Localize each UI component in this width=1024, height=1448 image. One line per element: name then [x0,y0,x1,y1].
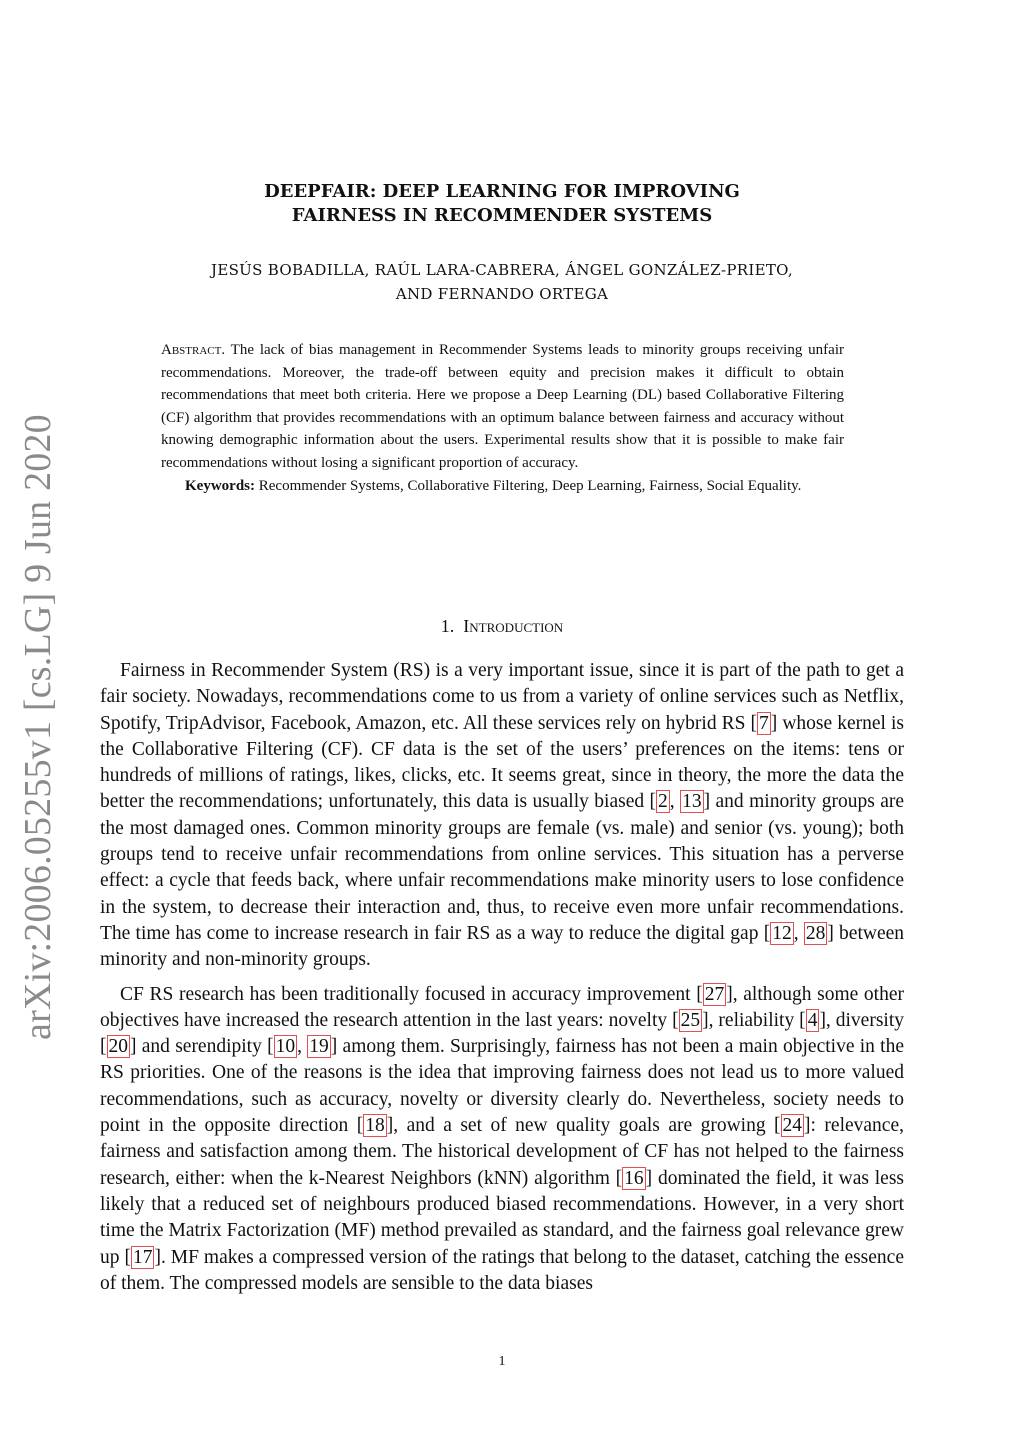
section-title: Introduction [463,616,564,636]
citation-link[interactable]: 19 [309,1036,329,1058]
text-run: ] dominated the field, it was less likely that a reduced set of neighbours produced biased recommendations. However, in a very short time the Matrix Factorization (MF) method prevailed as standard, and the fairness goal relevance grew up [ [100,1167,904,1268]
citation-link[interactable]: 20 [108,1036,128,1058]
citation-link[interactable]: 18 [365,1115,385,1137]
text-run: ]. MF makes a compressed version of the ratings that belong to the dataset, catching the essence of them. The compressed models are sensible to the data biases [100,1246,904,1294]
authors-line-2: AND FERNANDO ORTEGA [395,285,609,303]
abstract-label: Abstract. [161,342,226,358]
citation-link[interactable]: 13 [682,791,702,813]
abstract-paragraph [161,339,844,475]
arxiv-identifier: arXiv:2006.05255v1 [cs.LG] 9 Jun 2020 [17,414,59,1040]
keywords-paragraph [161,475,844,498]
text-run: ]: relevance, fairness and satisfaction among them. The historical development of CF has not helped to the fairness research, either: when the k-Nearest Neighbors (kNN) algorithm [ [100,1115,904,1189]
citation-link[interactable]: 4 [807,1009,818,1031]
title-line-2: FAIRNESS IN RECOMMENDER SYSTEMS [291,205,713,226]
text-run: ] between minority and non-minority groups. [100,922,905,971]
section-heading [100,614,904,638]
intro-paragraph-1 [100,658,904,974]
citation-link[interactable]: 16 [624,1167,644,1189]
author-list [100,258,904,306]
intro-paragraph-2 [100,982,904,1298]
introduction-body [100,658,904,1305]
page-number: 1 [498,1354,506,1369]
abstract-text: The lack of bias management in Recommender Systems leads to minority groups receiving unfair recommendations. Moreover, the trade-off between equity and precision makes it difficult to obtain recommendations that meet both criteria. Here we propose a Deep Learning (DL) based Collaborative Filtering (CF) algorithm that provides recommendations with an optimum balance between fairness and accuracy without knowing demographic information about the users. Experimental results show that it is possible to make fair recommendations without losing a significant proportion of accuracy. [161,342,844,471]
citation-link[interactable]: 27 [704,983,725,1005]
citation-link[interactable]: 28 [805,922,826,944]
text-run: Fairness in Recommender System (RS) is a very important issue, since it is part of the path to get a fair society. Nowadays, recommendations come to us from a variety of online services such as Netflix, Spotify, TripAdvisor, Facebook, Amazon, etc. All these services rely on hybrid RS [ [100,660,904,734]
text-run: CF RS research has been traditionally focused in accuracy improvement [ [120,983,703,1005]
keywords-text: Recommender Systems, Collaborative Filtering, Deep Learning, Fairness, Social Equality. [258,477,802,494]
text-run: ], reliability [ [702,1009,806,1031]
text-run: , [793,922,804,944]
text-run: ] whose kernel is the Collaborative Filtering (CF). CF data is the set of the users’ preferences on the items: tens or hundreds of millions of ratings, likes, clicks, etc. It seems great, since in theory, the more the data the better the recommendations; unfortunately, this data is usually biased [ [100,712,904,813]
text-run: , [669,791,681,813]
paper-title [100,180,904,228]
citation-link[interactable]: 25 [680,1009,701,1031]
text-run: , [297,1036,308,1058]
citation-link[interactable]: 2 [658,791,668,813]
abstract-block [161,339,844,497]
section-number: 1. [440,616,455,636]
text-run: ], diversity [ [100,1009,904,1058]
text-run: ] and serendipity [ [130,1036,274,1058]
citation-link[interactable]: 24 [782,1115,803,1137]
citation-link[interactable]: 12 [772,922,792,944]
text-run: ] among them. Surprisingly, fairness has not been a main objective in the RS priorities. One of the reasons is the idea that improving fairness does not lead us to more valued recommendations, such as accuracy, novelty or diversity clearly do. Nevertheless, society needs to point in the opposite direction [ [100,1036,905,1137]
text-run: ], although some other objectives have increased the research attention in the last years: novelty [ [100,983,904,1031]
authors-line-1: JESÚS BOBADILLA, RAÚL LARA-CABRERA, ÁNGEL GONZÁLEZ-PRIETO, [211,261,793,279]
citation-link[interactable]: 17 [132,1246,153,1268]
keywords-label: Keywords: [185,477,255,494]
text-run: ], and a set of new quality goals are growing [ [386,1115,781,1137]
title-line-1: DEEPFAIR: DEEP LEARNING FOR IMPROVING [264,181,740,202]
citation-link[interactable]: 7 [759,712,769,734]
text-run: ] and minority groups are the most damaged ones. Common minority groups are female (vs. male) and senior (vs. young); both groups tend to receive unfair recommendations from online services. This situation has a perverse effect: a cycle that feeds back, where unfair recommendations make minority users to lose confidence in the system, to decrease their interaction and, thus, to receive even more unfair recommendations. The time has come to increase research in fair RS as a way to reduce the digital gap [ [100,791,905,944]
citation-link[interactable]: 10 [275,1036,296,1058]
